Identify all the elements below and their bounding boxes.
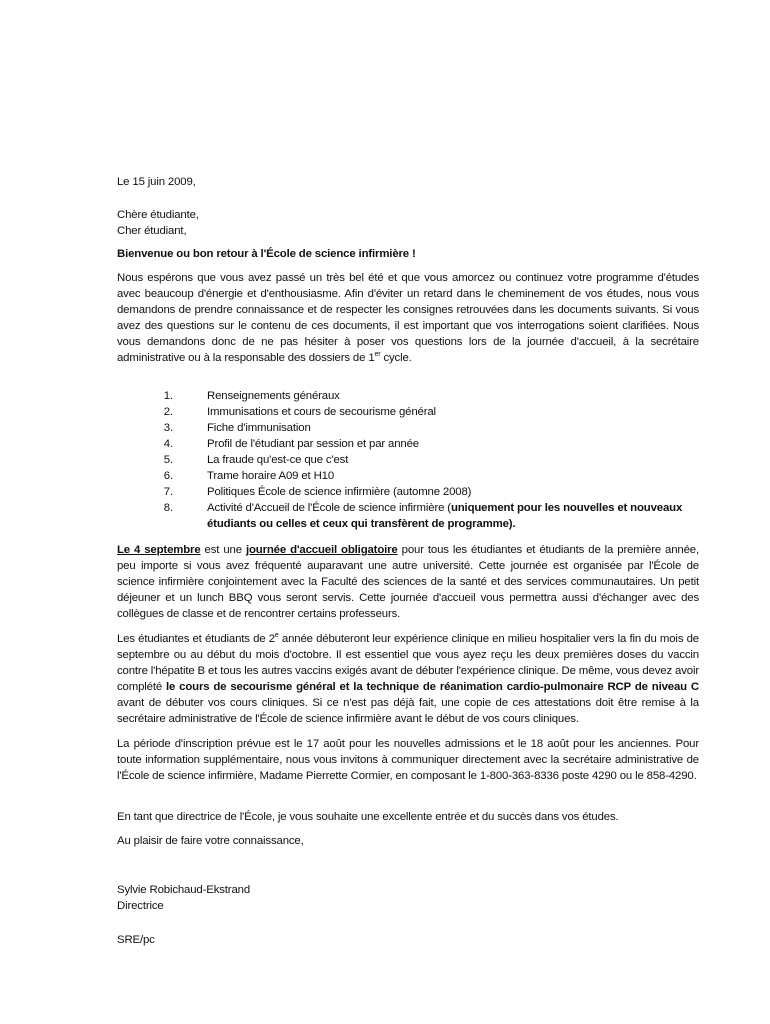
list-item-number: 7. <box>163 486 173 498</box>
list-item <box>117 420 699 436</box>
list-item-number: 3. <box>163 422 173 434</box>
list-item-text: Trame horaire A09 et H10 <box>207 470 335 482</box>
list-item-8-emphasis: uniquement pour les nouvelles et nouveaux étudiants ou celles et ceux qui transfèrent de programme). <box>207 502 683 530</box>
salutation <box>117 207 699 239</box>
signer-name: Sylvie Robichaud-Ekstrand <box>117 884 251 896</box>
list-item-text: Politiques École de science infirmière (automne 2008) <box>207 486 472 498</box>
intro-text-end: cycle. <box>380 352 412 364</box>
list-item-text: Profil de l'étudiant par session et par année <box>207 438 419 450</box>
clinical-requirement: le cours de secourisme général et la technique de réanimation cardio-pulmonaire RCP de niveau C <box>165 681 699 693</box>
list-item <box>117 436 699 452</box>
wishes-paragraph: En tant que directrice de l'École, je vous souhaite une excellente entrée et du succès dans vos études. <box>117 811 619 823</box>
intro-text: Nous espérons que vous avez passé un très bel été et que vous amorcez ou continuez votre programme d'études avec beaucoup d'énergie et d'enthousiasme. Afin d'éviter un retard dans le cheminement de vos études, nous vous demandons de prendre connaissance et de respecter les consignes retrouvées dans les documents suivants. Si vous avez des questions sur le contenu de ces documents, il est important que vos interrogations soient clarifiées. Nous vous demandons donc de ne pas hésiter à poser vos questions lors de la journée d'accueil, à la secrétaire administrative ou à la responsable des dossiers de 1 <box>117 272 699 364</box>
list-item-number: 5. <box>163 454 173 466</box>
closing-line: Au plaisir de faire votre connaissance, <box>117 835 304 847</box>
list-item-8-text: Activité d'Accueil de l'École de science infirmière ( <box>207 502 451 514</box>
intro-paragraph <box>117 270 699 366</box>
welcome-day-text: est une <box>200 544 246 556</box>
welcome-day-mandatory: journée d'accueil obligatoire <box>245 544 398 556</box>
letter-date: Le 15 juin 2009, <box>117 176 196 188</box>
list-item <box>117 500 699 532</box>
list-item-text: La fraude qu'est-ce que c'est <box>207 454 349 466</box>
list-item-number: 1. <box>163 390 173 402</box>
salutation-male: Cher étudiant, <box>117 225 187 237</box>
welcome-day-paragraph <box>117 542 699 622</box>
intro-superscript: er <box>374 351 381 359</box>
signature-block <box>117 882 699 914</box>
list-item-text <box>207 500 699 532</box>
signer-title: Directrice <box>117 900 164 912</box>
list-item <box>117 388 699 404</box>
welcome-day-date: Le 4 septembre <box>117 544 201 556</box>
list-item <box>117 468 699 484</box>
registration-paragraph: La période d'inscription prévue est le 17 août pour les nouvelles admissions et le 18 août pour les anciennes. Pour toute information supplémentaire, nous vous invitons à communiquer directement avec la secrétaire administrative de l'École de science infirmière, Madame Pierrette Cormier, en composant le 1-800-363-8336 poste 4290 ou le 858-4290. <box>117 738 699 782</box>
documents-list <box>117 388 699 532</box>
clinical-text-end: avant de débuter vos cours cliniques. Si ce n'est pas déjà fait, une copie de ces attestations doit être remise à la secrétaire administrative de l'École de science infirmière avant le début de vos cours cliniques. <box>117 697 699 725</box>
clinical-superscript: e <box>274 632 279 640</box>
clinical-text: année débuteront leur expérience clinique en milieu hospitalier vers la fin du mois de septembre ou au début du mois d'octobre. Il est essentiel que vous ayez reçu les deux premières doses du vaccin contre l'hépatite B et tous les autres vaccins exigés avant de débuter l'expérience clinique. De même, vous devez avoir complété <box>117 633 699 693</box>
list-item <box>117 452 699 468</box>
clinical-paragraph <box>117 631 699 727</box>
list-item-text: Fiche d'immunisation <box>207 422 311 434</box>
clinical-text-start: Les étudiantes et étudiants de 2 <box>117 633 275 645</box>
list-item-text: Immunisations et cours de secourisme général <box>207 406 436 418</box>
list-item <box>117 484 699 500</box>
list-item-number: 8. <box>163 502 173 514</box>
list-item-text: Renseignements généraux <box>207 390 340 402</box>
list-item-number: 2. <box>163 406 173 418</box>
welcome-heading: Bienvenue ou bon retour à l'École de science infirmière ! <box>117 248 416 260</box>
reference-initials: SRE/pc <box>117 934 155 946</box>
salutation-female: Chère étudiante, <box>117 209 199 221</box>
list-item-number: 6. <box>163 470 173 482</box>
welcome-day-details: pour tous les étudiantes et étudiants de la première année, peu importe si vous avez fréquenté auparavant une autre université. Cette journée est organisée par l'École de science infirmière conjointement avec la Faculté des sciences de la santé et des services communautaires. Un petit déjeuner et un lunch BBQ vous seront servis. Cette journée d'accueil vous permettra aussi d'échanger avec des collègues de classe et de rencontrer certains professeurs. <box>117 544 699 620</box>
list-item <box>117 404 699 420</box>
list-item-number: 4. <box>163 438 173 450</box>
